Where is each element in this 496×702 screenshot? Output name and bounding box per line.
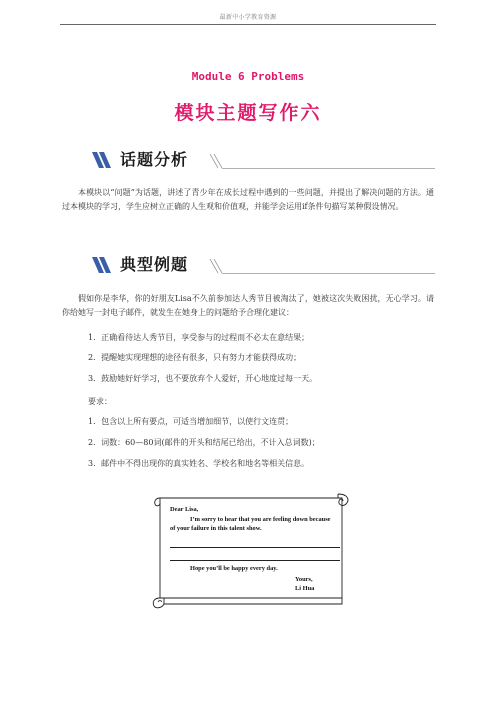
requirement-item: 2．词数：60—80词(邮件的开头和结尾已给出，不计入总词数)； [88,438,320,447]
main-title: 模块主题写作六 [174,102,322,124]
letter-closing-wish: Hope you’ll be happy every day. [190,565,278,572]
writing-blank-line [170,560,340,561]
section-rule-decor [208,259,435,275]
header-rule [60,24,436,25]
analysis-paragraph: 本模块以“问题”为话题，讲述了青少年在成长过程中遇到的一些问题，并提出了解决问题的方法。通过本模块的学习，学生应树立正确的人生观和价值观，并能学会运用if条件句描写某种假设情况。 [62,188,434,211]
requirement-item: 3．邮件中不得出现你的真实姓名、学校名和地名等相关信息。 [88,459,310,468]
letter-line: of your failure in this talent show. [170,525,262,532]
writing-blank-line [170,547,340,548]
source-header: 最新中小学教育资源 [219,14,277,21]
section-label: 话题分析 [120,150,189,169]
module-title: Module 6 Problems [191,70,305,83]
letter-sign-off: Yours, [295,576,313,583]
suggestion-item: 3．鼓励她好好学习，也不要放弃个人爱好，开心地度过每一天。 [88,374,318,383]
requirements-label: 要求： [88,397,112,406]
double-slash-icon [90,257,112,273]
suggestion-item: 1．正确看待达人秀节目，享受参与的过程而不必太在意结果； [88,333,310,342]
letter-signature: Li Hua [295,585,315,592]
suggestion-item: 2．提醒她实现理想的途径有很多，只有努力才能获得成功； [88,353,302,362]
section-label: 典型例题 [120,255,189,274]
section-example [90,255,435,275]
section-rule-decor [208,154,435,170]
example-intro: 假如你是李华，你的好朋友Lisa不久前参加达人秀节目被淘汰了，她被这次失败困扰，无心学习。请你给她写一封电子邮件，就发生在她身上的问题给予合理化建议： [62,294,434,317]
letter-scroll [152,492,350,610]
double-slash-icon [90,152,112,168]
section-topic-analysis [90,150,435,170]
letter-line: I’m sorry to hear that you are feeling down because [190,516,331,523]
letter-greeting: Dear Lisa, [170,506,199,513]
requirement-item: 1．包含以上所有要点，可适当增加细节，以使行文连贯； [88,417,294,426]
